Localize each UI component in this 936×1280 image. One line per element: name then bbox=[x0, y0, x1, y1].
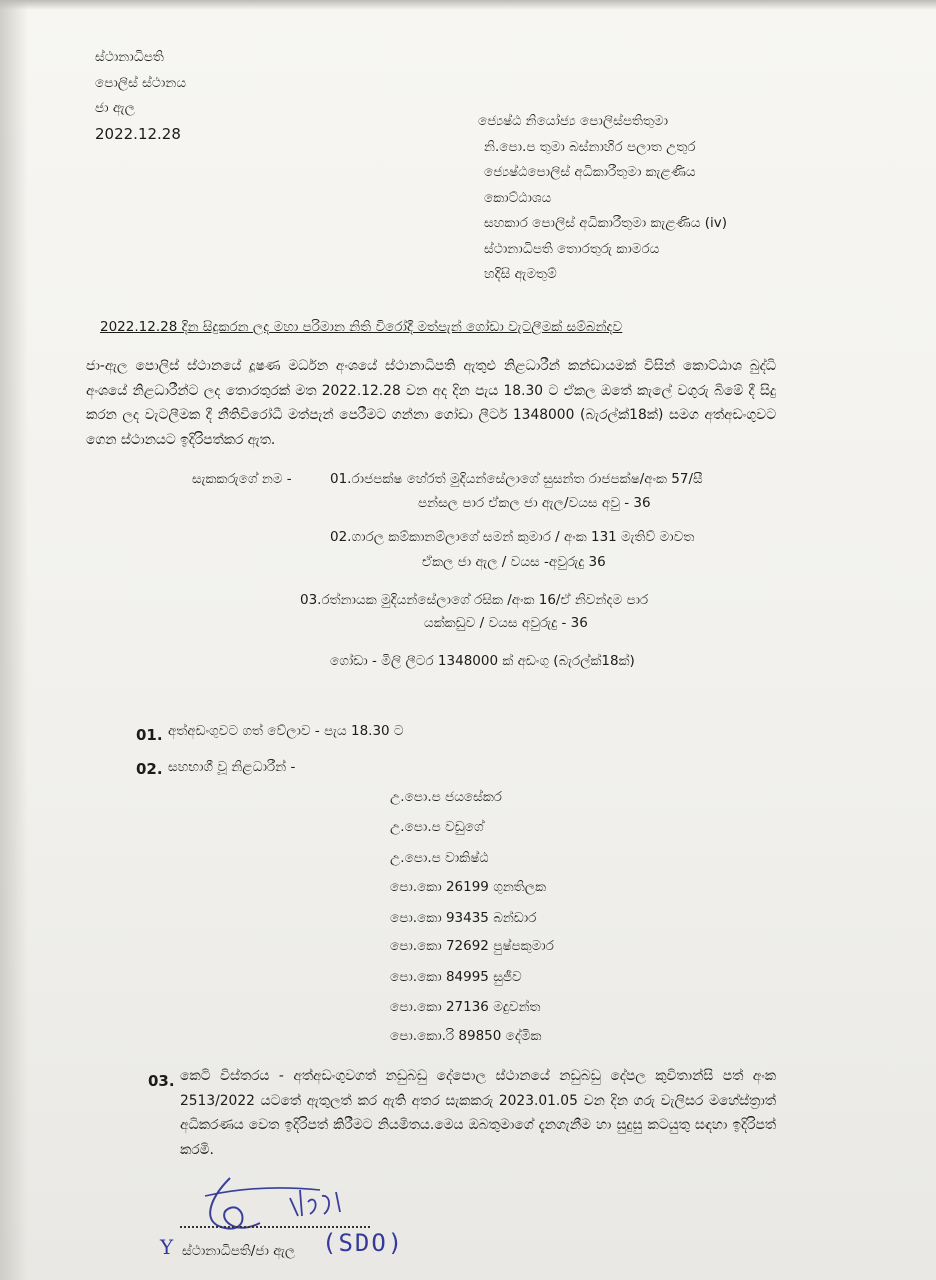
scan-shadow-top bbox=[0, 0, 936, 10]
sender-station: පොලිස් ස්ථානය bbox=[95, 74, 187, 91]
recipient-line: කොට්ඨාශය bbox=[484, 189, 552, 206]
goda-quantity: ගෝඩා - මිලි ලීටර 1348000 ක් අඩංගු (බැරල්ක්18ක්) bbox=[330, 653, 635, 669]
officer-entry: පො.කො 93435 බන්ඩාර bbox=[390, 910, 537, 926]
officer-entry: උ.පො.ප වාකිෂ්ඨ bbox=[390, 850, 489, 866]
officer-entry: පො.කො 26199 ගුනතිලක bbox=[390, 879, 547, 895]
handwritten-mark: Y bbox=[160, 1235, 174, 1259]
intro-paragraph: ජා-ඇල පොලිස් ස්ථානයේ දූෂණ මර්ධන අංශයේ ස්ථානාධිපති ඇතුළු නිළධාරීන් කන්ඩායමක් විසින් කොට්ඨාශ බුද්ධි අංශයේ නිළධාරීන්ට ලද තොරතුරක් මත 2022.12.28 වන අද දින පැය 18.30 ට ඒකල ඔතේ කැලේ වගුරු බිමේ දී සිදු කරන ලද වැටලීමක දී නීතිවිරෝධී මත්පැන් පෙරීමට ගන්නා ගෝඩා ලීටර් 1348000 (බැරල්ක්18ක්) සමග අත්අඩංගුවට ගෙන ස්ථානයට ඉදිරිපත්කර ඇත. bbox=[86, 358, 776, 448]
signature-dotted-line bbox=[180, 1226, 370, 1228]
officer-entry: පො.කො 72692 පුෂ්පකුමාර bbox=[390, 938, 554, 954]
recipient-line: නි.පො.ප තුමා බස්නාහිර පලාත උතුර bbox=[484, 138, 696, 155]
sender-date: 2022.12.28 bbox=[95, 124, 181, 143]
recipient-line: ජ්‍යෙෂ්ඨ නියෝජ්‍ය පොලිස්පතිතුමා bbox=[478, 113, 669, 129]
item-3-number: 03. bbox=[148, 1072, 175, 1090]
officer-entry: පො.කො.රි 89850 දේමික bbox=[390, 1028, 542, 1044]
item-1-number: 01. bbox=[136, 726, 163, 744]
sender-title: ස්ථානාධිපති bbox=[95, 49, 164, 65]
handwritten-sdo-code: (SDO) bbox=[322, 1229, 405, 1257]
suspects-label: සැකකරුගේ නම - bbox=[192, 471, 292, 487]
sender-block bbox=[95, 48, 186, 150]
recipient-line: ස්ථානාධිපති තොරතුරු කාමරය bbox=[484, 240, 660, 257]
item-2-text: සහභාගී වූ නිළධාරීන් - bbox=[168, 759, 296, 775]
suspect-1-line-1: 01.රාජපක්ෂ හේරත් මුදියන්සේලාගේ සුසන්ත රාජපක්ෂ/අංක 57/සී bbox=[330, 471, 703, 487]
recipient-block bbox=[478, 112, 798, 291]
subject-line: 2022.12.28 දින සිදුකරන ලද මහා පරිමාන නිති විරෝදී මත්පැන් ගෝඩා වැටලීමක් සම්බන්දව bbox=[100, 319, 623, 335]
suspect-3-line-1: 03.රත්නායක මුදියන්සේලාගේ රසික /අංක 16/ඒ නිවන්දම පාර bbox=[300, 592, 649, 608]
signature-title: ස්ථානාධිපති/ජා ඇල bbox=[182, 1243, 296, 1259]
suspect-1-line-2: පන්සල පාර ඒකල ජා ඇල/වයස අවු - 36 bbox=[418, 495, 651, 511]
officer-entry: උ.පො.ප ජයසේකර bbox=[390, 789, 502, 805]
item-1-text: අත්අඩංගුවට ගත් වේලාව - පැය 18.30 ට bbox=[168, 723, 404, 739]
officer-entry: පො.කො 27136 මදුවන්ත bbox=[390, 999, 541, 1015]
suspect-3-line-2: යක්කඩුව / වයස අවුරුදු - 36 bbox=[424, 615, 588, 631]
suspect-2-line-2: ඒකල ජා ඇල / වයස -අවුරුදු 36 bbox=[422, 554, 606, 570]
recipient-line: සහකාර පොලිස් අධිකාරීතුමා කැළණිය (iv) bbox=[484, 215, 727, 231]
item-2-number: 02. bbox=[136, 760, 163, 778]
item-3-text: කෙටි විස්තරය - අත්අඩංගුවගත් නඩුබඩු දේපොල ස්ථානයේ නඩුබඩු දේපල කුවිතාන්සි පත් අංක 2513/2022 යටතේ ඇතුලත් කර ඇති අතර සැකකරු 2023.01.05 වන දින ගරු වැලිසර මහේස්ත්‍රාත් අධිකරණය වෙත ඉදිරිපත් කිරීමට නියමිතය.මෙය ඔබතුමාගේ දැනගැනීම හා සුදුසු කටයුතු සඳහා ඉදිරිපත් කරමි. bbox=[180, 1068, 776, 1158]
suspect-2-line-1: 02.ගාරල කම්කානම්ලාගේ සමන් කුමාර / අංක 131 මැතිව් මාවත bbox=[330, 529, 695, 545]
officer-entry: උ.පො.ප වඩුගේ bbox=[390, 819, 484, 835]
sender-town: ජා ඇල bbox=[95, 100, 135, 116]
scan-shadow-left bbox=[0, 0, 28, 1280]
recipient-line: හදිසි ඇමතුම් bbox=[484, 266, 557, 282]
officer-entry: පො.කො 84995 සුජීව bbox=[390, 969, 522, 985]
recipient-line: ජ්‍යෙෂ්ඨපොලිස් අධිකාරීතුමා කැළණිය bbox=[484, 164, 696, 180]
